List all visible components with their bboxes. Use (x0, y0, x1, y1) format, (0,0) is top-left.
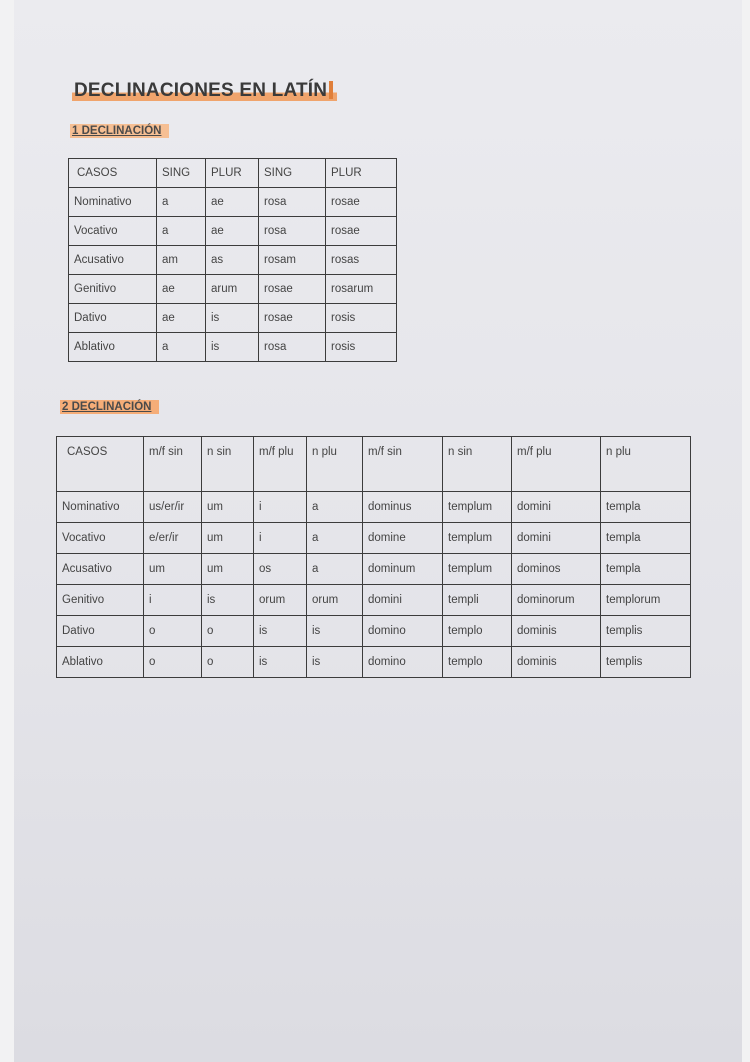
header-cell: n sin (443, 437, 512, 492)
table-cell: is (254, 647, 307, 678)
table-cell: rosam (259, 246, 326, 275)
table-row (69, 333, 397, 362)
table-cell: o (202, 647, 254, 678)
header-cell: m/f sin (363, 437, 443, 492)
table-cell: templo (443, 647, 512, 678)
table-cell: um (202, 554, 254, 585)
table-cell: is (254, 616, 307, 647)
case-cell: Nominativo (69, 188, 157, 217)
table-cell: a (157, 217, 206, 246)
table-cell: a (157, 333, 206, 362)
table-cell: o (144, 616, 202, 647)
table-cell: i (254, 523, 307, 554)
table-cell: templi (443, 585, 512, 616)
case-cell: Ablativo (69, 333, 157, 362)
table-cell: ae (206, 188, 259, 217)
table-cell: o (144, 647, 202, 678)
header-cell: PLUR (206, 159, 259, 188)
table-cell: e/er/ir (144, 523, 202, 554)
table-cell: domini (363, 585, 443, 616)
table-cell: o (202, 616, 254, 647)
table-cell: is (307, 647, 363, 678)
table-row (57, 647, 691, 678)
table-cell: templa (601, 554, 691, 585)
table-row (57, 585, 691, 616)
table-cell: orum (307, 585, 363, 616)
table-cell: is (202, 585, 254, 616)
table-cell: templorum (601, 585, 691, 616)
table-cell: dominis (512, 616, 601, 647)
case-cell: Dativo (69, 304, 157, 333)
table-cell: rosae (259, 304, 326, 333)
table-cell: domini (512, 492, 601, 523)
table-cell: ae (157, 275, 206, 304)
table-cell: um (144, 554, 202, 585)
table-cell: i (144, 585, 202, 616)
table-cell: os (254, 554, 307, 585)
table-cell: rosae (259, 275, 326, 304)
header-cell: m/f plu (254, 437, 307, 492)
table-cell: templum (443, 492, 512, 523)
table-cell: ae (206, 217, 259, 246)
header-cell: n plu (601, 437, 691, 492)
first-declension-heading: 1 DECLINACIÓN (70, 124, 169, 138)
table-cell: dominorum (512, 585, 601, 616)
table-cell: rosa (259, 217, 326, 246)
table-cell: rosis (326, 304, 397, 333)
case-cell: Acusativo (57, 554, 144, 585)
table-cell: domini (512, 523, 601, 554)
table-cell: rosa (259, 188, 326, 217)
table-cell: dominos (512, 554, 601, 585)
header-cell: SING (259, 159, 326, 188)
second-declension-heading: 2 DECLINACIÓN (60, 400, 159, 414)
case-cell: Nominativo (57, 492, 144, 523)
table-row (69, 304, 397, 333)
table-cell: a (157, 188, 206, 217)
table-cell: arum (206, 275, 259, 304)
case-cell: Vocativo (69, 217, 157, 246)
table-cell: templa (601, 492, 691, 523)
table-cell: templum (443, 554, 512, 585)
table-cell: is (206, 333, 259, 362)
case-cell: Genitivo (57, 585, 144, 616)
case-cell: Acusativo (69, 246, 157, 275)
second-declension-table (56, 436, 691, 678)
table-cell: templis (601, 616, 691, 647)
header-cell: n sin (202, 437, 254, 492)
table-cell: am (157, 246, 206, 275)
header-cell: n plu (307, 437, 363, 492)
case-cell: Genitivo (69, 275, 157, 304)
table-cell: dominis (512, 647, 601, 678)
table-cell: us/er/ir (144, 492, 202, 523)
table-cell: orum (254, 585, 307, 616)
table-cell: templis (601, 647, 691, 678)
table-cell: rosas (326, 246, 397, 275)
table-row (69, 275, 397, 304)
header-cell: CASOS (57, 437, 144, 492)
table-cell: as (206, 246, 259, 275)
table-header-row (57, 437, 691, 492)
case-cell: Ablativo (57, 647, 144, 678)
header-cell: CASOS (69, 159, 157, 188)
table-cell: templo (443, 616, 512, 647)
table-cell: ae (157, 304, 206, 333)
first-declension-table (68, 158, 397, 362)
table-cell: domino (363, 616, 443, 647)
case-cell: Vocativo (57, 523, 144, 554)
table-row (69, 246, 397, 275)
table-cell: a (307, 554, 363, 585)
table-cell: is (206, 304, 259, 333)
table-cell: dominus (363, 492, 443, 523)
table-cell: rosae (326, 217, 397, 246)
table-cell: i (254, 492, 307, 523)
table-cell: templum (443, 523, 512, 554)
table-cell: a (307, 523, 363, 554)
table-cell: dominum (363, 554, 443, 585)
table-row (69, 188, 397, 217)
table-cell: um (202, 523, 254, 554)
table-row (57, 554, 691, 585)
title-highlight-mark (329, 81, 333, 99)
header-cell: m/f sin (144, 437, 202, 492)
header-cell: PLUR (326, 159, 397, 188)
table-row (57, 523, 691, 554)
table-cell: rosae (326, 188, 397, 217)
table-cell: templa (601, 523, 691, 554)
table-cell: domine (363, 523, 443, 554)
table-cell: a (307, 492, 363, 523)
table-row (57, 492, 691, 523)
table-cell: domino (363, 647, 443, 678)
table-cell: um (202, 492, 254, 523)
table-cell: rosa (259, 333, 326, 362)
case-cell: Dativo (57, 616, 144, 647)
table-cell: is (307, 616, 363, 647)
table-header-row (69, 159, 397, 188)
table-row (69, 217, 397, 246)
page-title: DECLINACIONES EN LATÍN (72, 80, 337, 103)
header-cell: m/f plu (512, 437, 601, 492)
table-row (57, 616, 691, 647)
table-cell: rosarum (326, 275, 397, 304)
header-cell: SING (157, 159, 206, 188)
table-cell: rosis (326, 333, 397, 362)
